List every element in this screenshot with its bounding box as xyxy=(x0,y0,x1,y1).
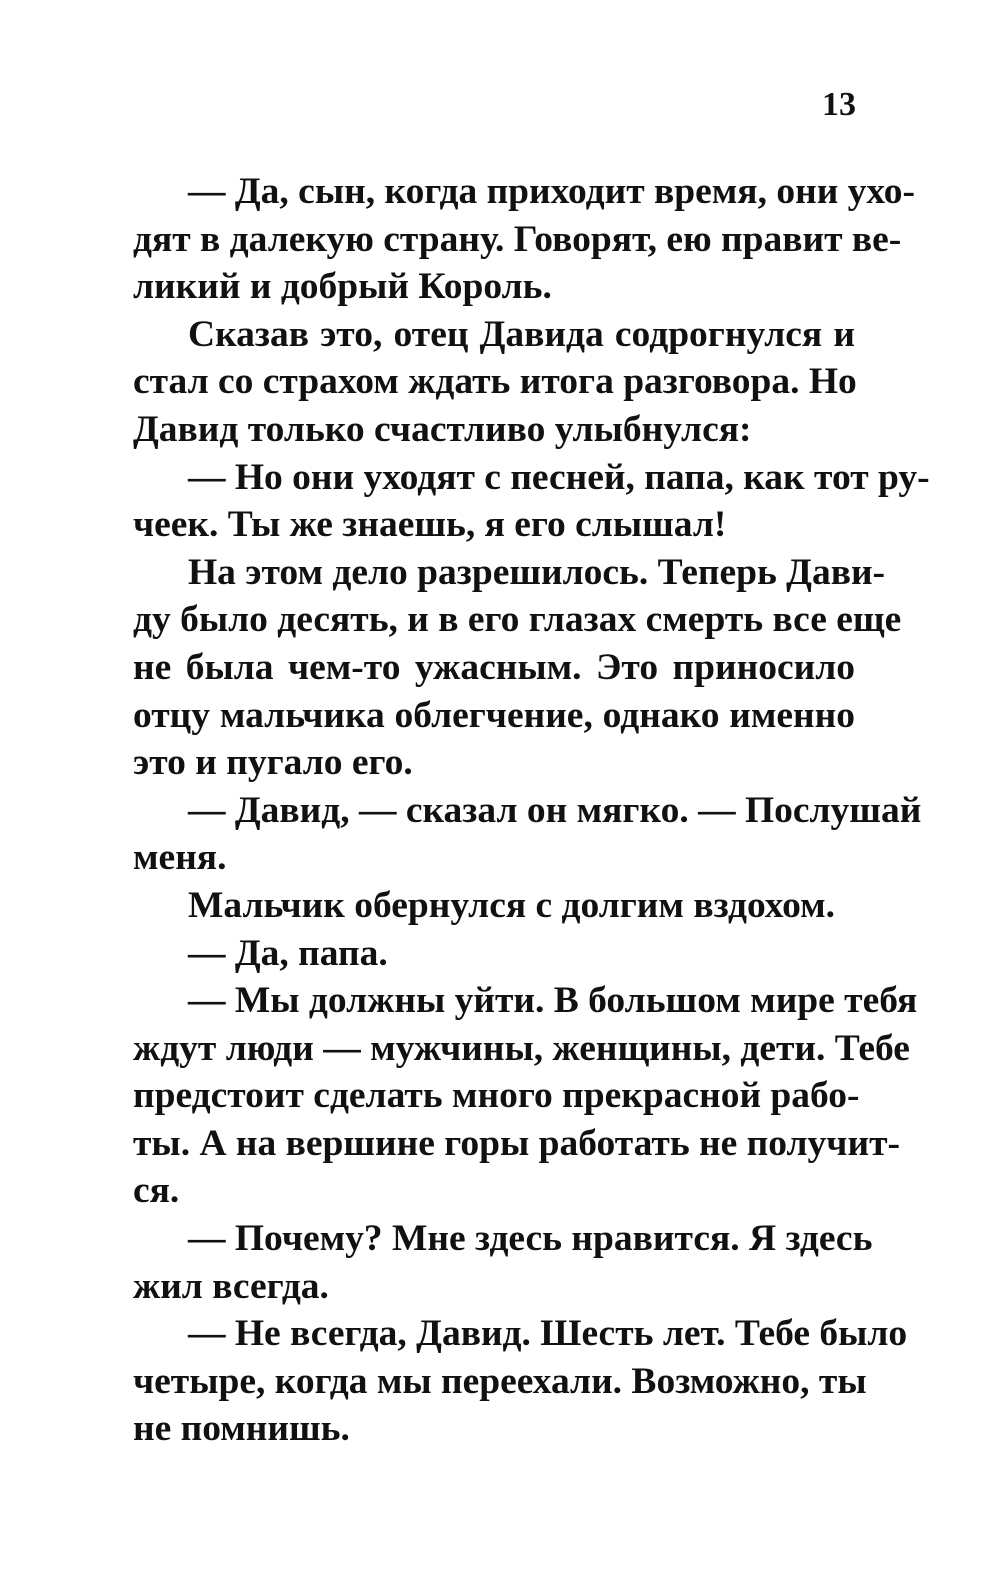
text-line: Давид только счастливо улыбнулся: xyxy=(133,408,752,450)
text-line: предстоит сделать много прекрасной рабо- xyxy=(133,1075,860,1117)
text-line: ты. А на вершине горы работать не получит- xyxy=(133,1122,900,1164)
text-line: жил всегда. xyxy=(133,1265,329,1307)
text-line: — Мы должны уйти. В большом мире тебя xyxy=(188,980,918,1022)
text-line: — Да, папа. xyxy=(188,932,388,974)
text-line: ждут люди — мужчины, женщины, дети. Тебе xyxy=(133,1027,910,1069)
text-line: ду было десять, и в его глазах смерть все еще xyxy=(133,599,902,641)
text-line: дят в далекую страну. Говорят, ею правит ве- xyxy=(133,218,902,260)
text-line: — Давид, — сказал он мягко. — Послушай xyxy=(188,789,922,831)
text-line: — Но они уходят с песней, папа, как тот ру- xyxy=(188,456,930,498)
text-line: не помнишь. xyxy=(133,1408,350,1450)
page-number: 13 xyxy=(822,86,856,123)
text-line: — Не всегда, Давид. Шесть лет. Тебе было xyxy=(188,1313,908,1355)
text-line: ся. xyxy=(133,1170,180,1212)
text-line: отцу мальчика облегчение, однако именно xyxy=(133,694,855,736)
text-line: четыре, когда мы переехали. Возможно, ты xyxy=(133,1360,867,1402)
text-line: Мальчик обернулся с долгим вздохом. xyxy=(188,884,836,926)
text-line: — Почему? Мне здесь нравится. Я здесь xyxy=(188,1218,873,1260)
text-line: Сказав это, отец Давида содрогнулся и xyxy=(188,313,855,355)
text-line: стал со страхом ждать итога разговора. Но xyxy=(133,361,857,403)
text-line: — Да, сын, когда приходит время, они ухо- xyxy=(188,171,915,212)
text-line: чеек. Ты же знаешь, я его слышал! xyxy=(133,504,727,546)
text-line: это и пугало его. xyxy=(133,742,413,784)
text-line: меня. xyxy=(133,837,227,879)
body-text xyxy=(133,168,930,1453)
text-line: ликий и добрый Король. xyxy=(133,266,552,308)
text-line: На этом дело разрешилось. Теперь Дави- xyxy=(188,551,886,593)
text-line: не была чем-то ужасным. Это приносило xyxy=(133,646,855,688)
